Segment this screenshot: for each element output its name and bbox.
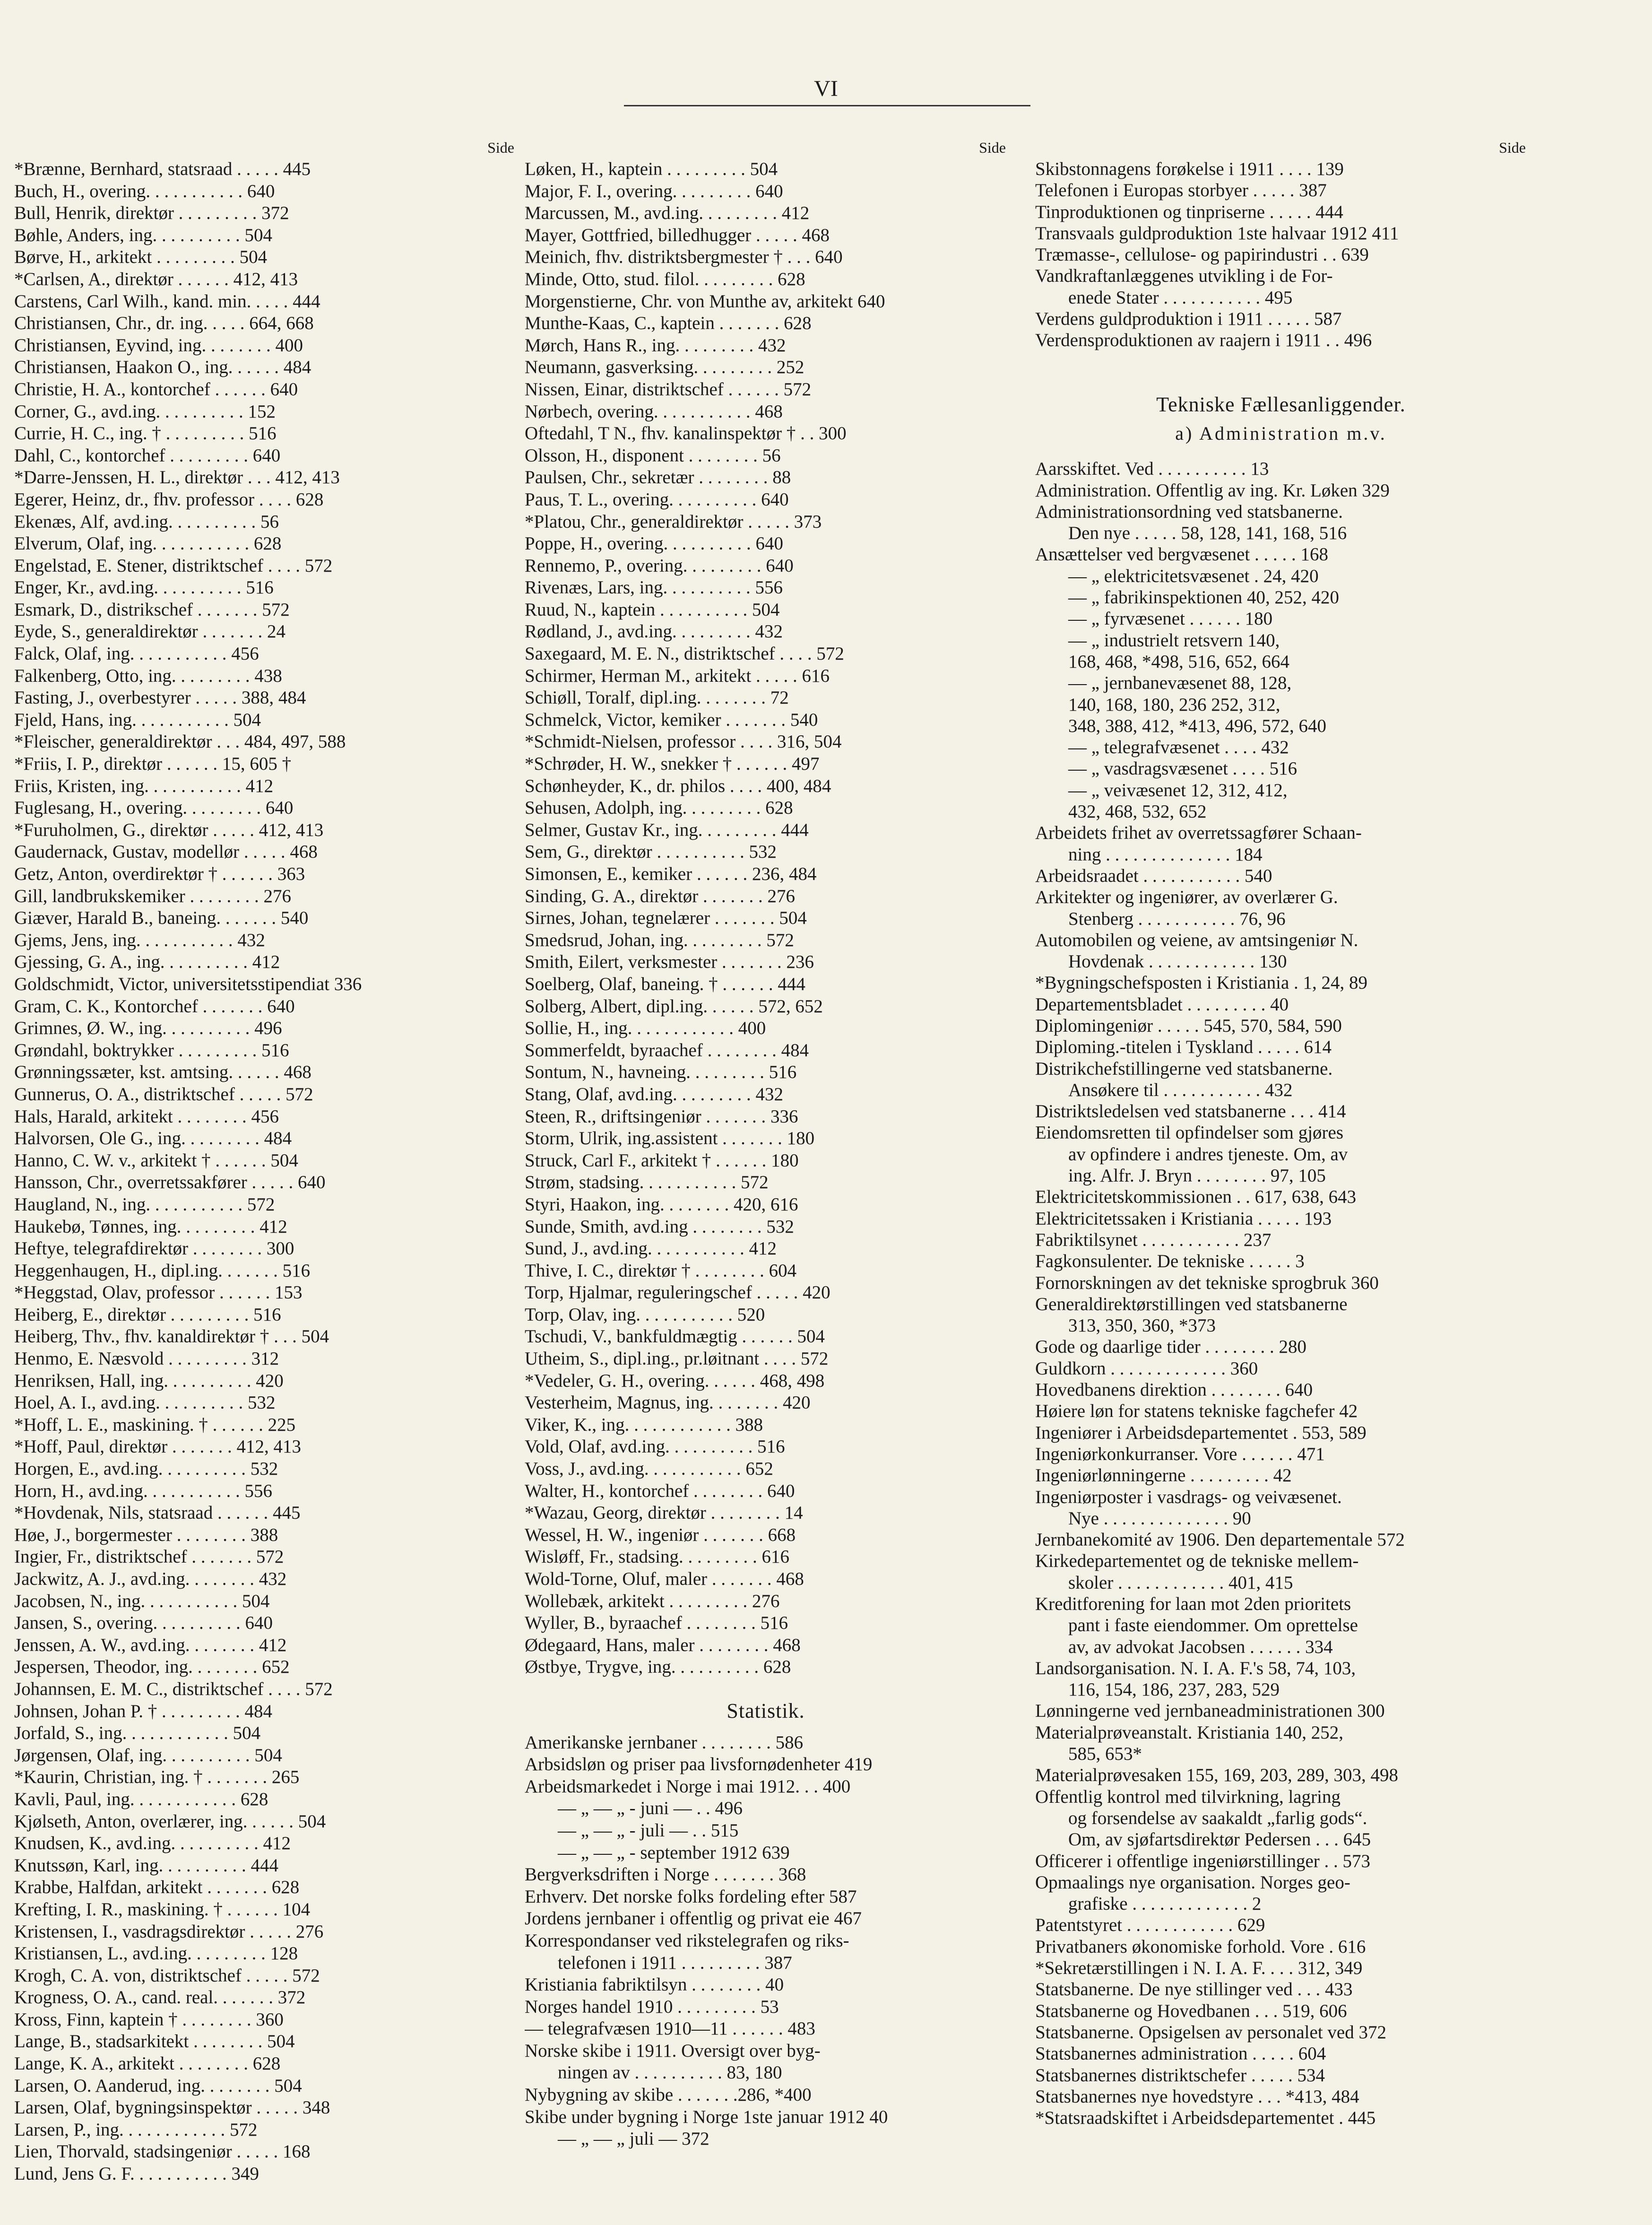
index-entry: Knutssøn, Karl, ing. . . . . . . . . . 444 [14,1855,278,1876]
index-entry: Walter, H., kontorchef . . . . . . . . 640 [525,1480,795,1501]
index-entry: Lien, Thorvald, stadsingeniør . . . . . 168 [14,2141,311,2162]
index-entry: Carstens, Carl Wilh., kand. min. . . . . 444 [14,291,320,312]
index-entry: Mayer, Gottfried, billedhugger . . . . . 468 [525,225,830,245]
index-entry: — „ — „ - juli — . . 515 [558,1820,739,1841]
index-entry: Torp, Hjalmar, reguleringschef . . . . . 420 [525,1282,830,1303]
index-entry: Sinding, G. A., direktør . . . . . . . 276 [525,886,795,906]
index-entry: Paus, T. L., overing. . . . . . . . . . 640 [525,489,789,510]
index-entry: Jernbanekomité av 1906. Den departementale 572 [1035,1530,1405,1550]
index-entry: Nissen, Einar, distriktschef . . . . . . 572 [525,379,812,400]
index-entry: skoler . . . . . . . . . . . . 401, 415 [1068,1572,1293,1593]
index-entry: Ingeniørlønningerne . . . . . . . . . 42 [1035,1465,1292,1486]
index-entry: Henriksen, Hall, ing. . . . . . . . . . 420 [14,1370,284,1391]
index-entry: Kross, Finn, kaptein † . . . . . . . . 360 [14,2009,284,2030]
index-entry: Statsbanernes nye hovedstyre . . . *413, 484 [1035,2086,1359,2107]
index-entry: *Bygningschefsposten i Kristiania . 1, 24, 89 [1035,973,1368,993]
index-entry: Meinich, fhv. distriktsbergmester † . . . 640 [525,247,843,268]
index-entry: Christiansen, Eyvind, ing. . . . . . . . 400 [14,335,303,356]
index-entry: Statsbanernes administration . . . . . 604 [1035,2043,1326,2064]
index-entry: Heggenhaugen, H., dipl.ing. . . . . . . 516 [14,1260,311,1281]
index-entry: Kristensen, I., vasdragsdirektør . . . . . 276 [14,1921,324,1942]
index-entry: *Schmidt-Nielsen, professor . . . . 316, 504 [525,731,842,752]
index-entry: Rivenæs, Lars, ing. . . . . . . . . . 556 [525,577,783,598]
index-entry: Munthe-Kaas, C., kaptein . . . . . . . 628 [525,313,812,334]
index-entry: *Furuholmen, G., direktør . . . . . 412, 413 [14,819,324,840]
index-entry: Wollebæk, arkitekt . . . . . . . . . 276 [525,1591,780,1611]
index-entry: *Platou, Chr., generaldirektør . . . . . 373 [525,511,822,532]
index-entry: Schiøll, Toralf, dipl.ing. . . . . . . . 72 [525,687,789,708]
index-entry: Generaldirektørstillingen ved statsbanerne [1035,1294,1348,1314]
index-entry: Offentlig kontrol med tilvirkning, lagring [1035,1786,1341,1807]
index-entry: Gunnerus, O. A., distriktschef . . . . . 572 [14,1084,313,1104]
header-rule [624,105,1030,106]
index-entry: Ansøkere til . . . . . . . . . . . 432 [1068,1079,1293,1100]
index-entry: Halvorsen, Ole G., ing. . . . . . . . . 484 [14,1128,292,1149]
index-entry: Krogness, O. A., cand. real. . . . . . . 372 [14,1987,306,2008]
index-entry: Landsorganisation. N. I. A. F.'s 58, 74, 103, [1035,1658,1356,1678]
index-entry: Jackwitz, A. J., avd.ing. . . . . . . . 432 [14,1569,287,1589]
index-entry: Statsbanernes distriktschefer . . . . . 534 [1035,2065,1325,2086]
index-entry: Esmark, D., distrikschef . . . . . . . 572 [14,599,290,620]
index-entry: Fagkonsulenter. De tekniske . . . . . 3 [1035,1251,1305,1272]
index-entry: Grønningssæter, kst. amtsing. . . . . . 468 [14,1062,311,1083]
index-entry: Sollie, H., ing. . . . . . . . . . . . 400 [525,1018,766,1039]
index-entry: Poppe, H., overing. . . . . . . . . . 640 [525,533,784,554]
index-entry: Solberg, Albert, dipl.ing. . . . . . 572, 652 [525,996,823,1017]
statistik-list [525,1732,1007,2150]
index-entry: Løken, H., kaptein . . . . . . . . . 504 [525,159,778,179]
index-entry: Sontum, N., havneing. . . . . . . . . 516 [525,1062,797,1083]
index-entry: Simonsen, E., kemiker . . . . . . 236, 484 [525,864,817,884]
index-entry: Johnsen, Johan P. † . . . . . . . . . 484 [14,1701,273,1721]
index-entry: Sehusen, Adolph, ing. . . . . . . . . 628 [525,798,793,818]
index-entry: Enger, Kr., avd.ing. . . . . . . . . . 516 [14,577,274,598]
index-entry: Johannsen, E. M. C., distriktschef . . . . 572 [14,1678,333,1699]
index-entry: Elverum, Olaf, ing. . . . . . . . . . . 628 [14,533,282,554]
index-entry: Struck, Carl F., arkitekt † . . . . . . 180 [525,1150,799,1171]
index-entry: Arbeidets frihet av overretssagfører Schaan- [1035,823,1362,843]
index-entry: — telegrafvæsen 1910—11 . . . . . . 483 [525,2018,815,2039]
section-title-statistik: Statistik. [727,1700,805,1722]
index-entry: Stenberg . . . . . . . . . . . 76, 96 [1068,908,1286,929]
index-entry: Elektricitetskommissionen . . 617, 638, 643 [1035,1187,1357,1208]
index-entry: Sund, J., avd.ing. . . . . . . . . . . 412 [525,1238,777,1259]
index-entry: Guldkorn . . . . . . . . . . . . . 360 [1035,1358,1258,1379]
index-entry: Kreditforening for laan mot 2den prioritets [1035,1594,1351,1614]
index-entry: Skibstonnagens forøkelse i 1911 . . . . 139 [1035,159,1344,179]
index-entry: Storm, Ulrik, ing.assistent . . . . . . . 180 [525,1128,815,1149]
index-entry: Fjeld, Hans, ing. . . . . . . . . . . 504 [14,709,261,730]
index-entry: Goldschmidt, Victor, universitetsstipendiat 336 [14,973,362,994]
index-entry: Knudsen, K., avd.ing. . . . . . . . . . 412 [14,1833,291,1854]
index-entry: ning . . . . . . . . . . . . . . 184 [1068,844,1263,865]
index-entry: 116, 154, 186, 237, 283, 529 [1068,1679,1280,1700]
index-entry: Diploming.-titelen i Tyskland . . . . . 614 [1035,1037,1332,1058]
index-entry: Verdens guldproduktion i 1911 . . . . . 587 [1035,309,1342,330]
index-entry: Eyde, S., generaldirektør . . . . . . . 24 [14,621,286,642]
index-entry: Fasting, J., overbestyrer . . . . . 388, 484 [14,687,306,708]
index-entry: Arbeidsraadet . . . . . . . . . . . 540 [1035,865,1272,886]
index-entry: Opmaalings nye organisation. Norges geo- [1035,1872,1350,1893]
index-entry: Sunde, Smith, avd.ing . . . . . . . . 532 [525,1216,794,1237]
index-entry: Vesterheim, Magnus, ing. . . . . . . . 420 [525,1392,811,1413]
index-entry: Egerer, Heinz, dr., fhv. professor . . . . 628 [14,489,324,510]
side-label: Side [979,139,1006,156]
index-entry: *Brænne, Bernhard, statsraad . . . . . 445 [14,159,311,179]
index-entry: Aarsskiftet. Ved . . . . . . . . . . 13 [1035,459,1269,479]
index-entry: Selmer, Gustav Kr., ing. . . . . . . . . 444 [525,819,809,840]
index-entry: Engelstad, E. Stener, distriktschef . . . . 572 [14,555,333,576]
side-label: Side [487,139,514,156]
index-entry: Saxegaard, M. E. N., distriktschef . . . . 572 [525,643,844,664]
index-entry: Elektricitetssaken i Kristiania . . . . . 193 [1035,1208,1332,1229]
index-entry: *Schrøder, H. W., snekker † . . . . . . 497 [525,754,820,774]
index-entry: Larsen, O. Aanderud, ing. . . . . . . . 504 [14,2075,302,2096]
index-entry: Gjessing, G. A., ing. . . . . . . . . . 412 [14,952,280,973]
index-entry: — „ — „ - juni — . . 496 [558,1798,743,1819]
index-entry: Neumann, gasverksing. . . . . . . . . 252 [525,357,804,378]
index-entry: Sommerfeldt, byraachef . . . . . . . . 484 [525,1040,809,1060]
index-entry: Krefting, I. R., maskining. † . . . . . . 104 [14,1899,311,1920]
index-entry: Fabriktilsynet . . . . . . . . . . . 237 [1035,1229,1271,1250]
index-entry: Statsbanerne. Opsigelsen av personalet ved 372 [1035,2022,1386,2042]
index-entry: ningen av . . . . . . . . . . 83, 180 [558,2062,782,2083]
statistik-continued-list [1035,158,1527,351]
index-entry: Giæver, Harald B., baneing. . . . . . . 540 [14,908,309,929]
index-entry: Hovedbanens direktion . . . . . . . . 640 [1035,1380,1313,1400]
index-entry: Nye . . . . . . . . . . . . . . 90 [1068,1508,1251,1529]
index-entry: Gjems, Jens, ing. . . . . . . . . . . 432 [14,930,265,950]
index-entry: enede Stater . . . . . . . . . . . 495 [1068,287,1293,308]
index-entry: Den nye . . . . . 58, 128, 141, 168, 516 [1068,523,1347,544]
index-entry: *Darre-Jenssen, H. L., direktør . . . 412, 413 [14,467,340,488]
index-entry: Hals, Harald, arkitekt . . . . . . . . 456 [14,1106,279,1127]
index-entry: Kristiansen, L., avd.ing. . . . . . . . . 128 [14,1943,298,1964]
index-entry: Paulsen, Chr., sekretær . . . . . . . . 88 [525,467,791,488]
index-entry: Statsbanerne. De nye stillinger ved . . . 433 [1035,1979,1353,2000]
index-entry: Arkitekter og ingeniører, av overlærer G. [1035,887,1338,908]
index-entry: Skibe under bygning i Norge 1ste januar 1912 40 [525,2106,888,2127]
index-entry: Jespersen, Theodor, ing. . . . . . . . 652 [14,1657,290,1677]
index-entry: Friis, Kristen, ing. . . . . . . . . . . 412 [14,775,274,796]
index-entry: Falkenberg, Otto, ing. . . . . . . . . 438 [14,665,282,686]
index-entry: Schønheyder, K., dr. philos . . . . 400, 484 [525,775,831,796]
index-entry: Fornorskningen av det tekniske sprogbruk 360 [1035,1272,1379,1293]
index-entry: Krabbe, Halfdan, arkitekt . . . . . . . 628 [14,1877,300,1898]
index-entry: og forsendelse av saakaldt „farlig gods“. [1068,1808,1367,1828]
index-entry: Thive, I. C., direktør † . . . . . . . . 604 [525,1260,797,1281]
index-entry: Materialprøvesaken 155, 169, 203, 289, 303, 498 [1035,1765,1398,1786]
index-entry: Statsbanerne og Hovedbanen . . . 519, 606 [1035,2000,1347,2021]
index-entry: Ingier, Fr., distriktschef . . . . . . . 572 [14,1547,284,1567]
index-entry: Christiansen, Chr., dr. ing. . . . . 664, 668 [14,313,314,334]
index-entry: Morgenstierne, Chr. von Munthe av, arkitekt 640 [525,291,885,312]
index-entry: *Statsraadskiftet i Arbeidsdepartementet . 445 [1035,2108,1376,2129]
index-entry: Gram, C. K., Kontorchef . . . . . . . 640 [14,996,295,1017]
index-entry: Gode og daarlige tider . . . . . . . . 280 [1035,1337,1307,1357]
index-entry: Hoel, A. I., avd.ing. . . . . . . . . . 532 [14,1392,276,1413]
index-entry: Ruud, N., kaptein . . . . . . . . . . 504 [525,599,780,620]
index-entry: — „ veivæsenet 12, 312, 412, [1068,780,1288,800]
index-entry: Distrikchefstillingerne ved statsbanerne. [1035,1058,1333,1079]
index-entry: Ingeniørposter i vasdrags- og veivæsenet. [1035,1486,1342,1507]
index-entry: Ekenæs, Alf, avd.ing. . . . . . . . . . 56 [14,511,279,532]
index-entry: Verdensproduktionen av raajern i 1911 . . 496 [1035,330,1372,351]
index-entry: *Wazau, Georg, direktør . . . . . . . . 14 [525,1503,803,1523]
index-entry: Styri, Haakon, ing. . . . . . . . 420, 616 [525,1194,798,1215]
index-entry: Vandkraftanlæggenes utvikling i de For- [1035,266,1333,287]
index-entry: Hanno, C. W. v., arkitekt † . . . . . . 504 [14,1150,298,1171]
index-entry: Kavli, Paul, ing. . . . . . . . . . . . 628 [14,1789,268,1809]
index-entry: Haugland, N., ing. . . . . . . . . . . 572 [14,1194,275,1215]
index-column-2 [525,137,1007,2150]
index-entry: av opfindere i andres tjeneste. Om, av [1068,1144,1348,1165]
index-entry: Materialprøveanstalt. Kristiania 140, 252, [1035,1722,1343,1743]
index-entry: Heiberg, E., direktør . . . . . . . . . 516 [14,1304,281,1325]
index-entry: Krogh, C. A. von, distriktschef . . . . . 572 [14,1965,320,1986]
index-entry: Dahl, C., kontorchef . . . . . . . . . 640 [14,445,281,466]
index-entry: Gaudernack, Gustav, modellør . . . . . 468 [14,842,318,862]
index-entry: Olsson, H., disponent . . . . . . . . 56 [525,445,781,466]
index-entry: Viker, K., ing. . . . . . . . . . . . 388 [525,1414,763,1435]
index-column-3 [1035,137,1527,2129]
index-entry: Distriktsledelsen ved statsbanerne . . . 414 [1035,1101,1346,1122]
index-entry: — „ elektricitetsvæsenet . 24, 420 [1068,565,1319,586]
index-entry: Patentstyret . . . . . . . . . . . . 629 [1035,1915,1265,1936]
index-entry: grafiske . . . . . . . . . . . . . 2 [1068,1894,1262,1914]
index-entry: Børve, H., arkitekt . . . . . . . . . 504 [14,247,268,268]
index-entry: 140, 168, 180, 236 252, 312, [1068,694,1280,715]
index-entry: Rennemo, P., overing. . . . . . . . . 640 [525,555,794,576]
index-entry: Fuglesang, H., overing. . . . . . . . . 640 [14,798,294,818]
index-entry: Strøm, stadsing. . . . . . . . . . . 572 [525,1172,769,1193]
index-entry: Major, F. I., overing. . . . . . . . . 640 [525,181,783,201]
index-entry: Stang, Olaf, avd.ing. . . . . . . . . 432 [525,1084,784,1104]
index-entry: — „ — „ juli — 372 [558,2129,709,2149]
index-entry: Ødegaard, Hans, maler . . . . . . . . 468 [525,1634,801,1655]
index-entry: Østbye, Trygve, ing. . . . . . . . . . 628 [525,1657,791,1677]
index-entry: Om, av sjøfartsdirektør Pedersen . . . 645 [1068,1829,1371,1850]
index-entry: Torp, Olav, ing. . . . . . . . . . . 520 [525,1304,765,1325]
index-entry: *Hoff, Paul, direktør . . . . . . . 412, 413 [14,1436,301,1457]
index-entry: 585, 653* [1068,1744,1142,1764]
index-entry: Kjølseth, Anton, overlærer, ing. . . . . . 504 [14,1811,326,1832]
index-entry: *Hovdenak, Nils, statsraad . . . . . . 445 [14,1503,301,1523]
index-entry: Larsen, Olaf, bygningsinspektør . . . . . 348 [14,2097,330,2118]
index-entry: *Heggstad, Olav, professor . . . . . . 153 [14,1282,303,1303]
index-entry: Smith, Eilert, verksmester . . . . . . . 236 [525,952,814,973]
index-entry: Falck, Olaf, ing. . . . . . . . . . . 456 [14,643,259,664]
index-column-1 [14,137,515,2185]
index-entry: Kristiania fabriktilsyn . . . . . . . . 40 [525,1974,784,1995]
index-entry: Telefonen i Europas storbyer . . . . . 387 [1035,180,1327,201]
name-index-list-1 [14,158,515,2185]
index-entry: 313, 350, 360, *373 [1068,1315,1216,1336]
index-entry: Horn, H., avd.ing. . . . . . . . . . . 556 [14,1480,272,1501]
index-entry: Bøhle, Anders, ing. . . . . . . . . . 504 [14,225,272,245]
index-entry: Rødland, J., avd.ing. . . . . . . . . 432 [525,621,783,642]
index-entry: — „ vasdragsvæsenet . . . . 516 [1068,758,1297,779]
index-entry: Nørbech, overing. . . . . . . . . . . 468 [525,401,783,422]
index-entry: Amerikanske jernbaner . . . . . . . . 586 [525,1732,804,1753]
administration-list [1035,458,1527,2129]
page-number: VI [814,76,838,101]
index-entry: telefonen i 1911 . . . . . . . . . 387 [558,1952,792,1973]
index-entry: Privatbaners økonomiske forhold. Vore . 616 [1035,1936,1366,1957]
index-entry: Gill, landbrukskemiker . . . . . . . . 276 [14,886,292,906]
index-entry: Arbsidsløn og priser paa livsfornødenheter 419 [525,1754,873,1775]
index-entry: Jørgensen, Olaf, ing. . . . . . . . . . 504 [14,1745,282,1765]
index-entry: Administration. Offentlig av ing. Kr. Løken 329 [1035,480,1390,501]
index-entry: Buch, H., overing. . . . . . . . . . . 640 [14,181,275,201]
index-entry: Vold, Olaf, avd.ing. . . . . . . . . . 516 [525,1436,785,1457]
index-entry: *Friis, I. P., direktør . . . . . . 15, 605 † [14,754,292,774]
index-entry: Høiere løn for statens tekniske fagchefer 42 [1035,1401,1358,1422]
index-entry: Ingeniører i Arbeidsdepartementet . 553, 589 [1035,1422,1367,1443]
index-entry: Hovdenak . . . . . . . . . . . . 130 [1068,951,1287,972]
index-entry: Arbeidsmarkedet i Norge i mai 1912. . . 400 [525,1776,851,1797]
index-entry: Jorfald, S., ing. . . . . . . . . . . . 504 [14,1723,261,1744]
index-entry: *Fleischer, generaldirektør . . . 484, 497, 588 [14,731,346,752]
index-entry: Administrationsordning ved statsbanerne. [1035,501,1343,522]
index-entry: — „ — „ - september 1912 639 [558,1842,790,1863]
index-entry: Minde, Otto, stud. filol. . . . . . . . . 628 [525,269,805,289]
index-entry: Wisløff, Fr., stadsing. . . . . . . . . 616 [525,1547,789,1567]
index-entry: — „ fabrikinspektionen 40, 252, 420 [1068,587,1339,608]
index-entry: *Kaurin, Christian, ing. † . . . . . . . 265 [14,1767,300,1788]
index-entry: Korrespondanser ved rikstelegrafen og riks- [525,1930,849,1951]
index-entry: Voss, J., avd.ing. . . . . . . . . . . 652 [525,1459,773,1479]
index-entry: Diplomingeniør . . . . . 545, 570, 584, 590 [1035,1015,1342,1036]
index-entry: Sem, G., direktør . . . . . . . . . . 532 [525,842,777,862]
index-entry: av, av advokat Jacobsen . . . . . . 334 [1068,1636,1333,1657]
index-entry: Departementsbladet . . . . . . . . . 40 [1035,994,1289,1015]
index-entry: Henmo, E. Næsvold . . . . . . . . . 312 [14,1348,279,1369]
index-entry: Hansson, Chr., overretssakfører . . . . . 640 [14,1172,326,1193]
index-entry: Træmasse-, cellulose- og papirindustri . . 639 [1035,244,1369,265]
subsection-title-administration: a) Administration m.v. [1175,422,1387,444]
index-entry: Automobilen og veiene, av amtsingeniør N. [1035,930,1358,950]
index-entry: — „ fyrvæsenet . . . . . . 180 [1068,608,1273,629]
index-entry: Lange, B., stadsarkitekt . . . . . . . . 504 [14,2031,295,2052]
index-entry: Mørch, Hans R., ing. . . . . . . . . 432 [525,335,786,356]
index-entry: Wold-Torne, Oluf, maler . . . . . . . 468 [525,1569,804,1589]
index-entry: 168, 468, *498, 516, 652, 664 [1068,651,1289,672]
index-entry: Horgen, E., avd.ing. . . . . . . . . . 532 [14,1459,278,1479]
index-entry: Jordens jernbaner i offentlig og privat eie 467 [525,1908,862,1929]
index-entry: *Carlsen, A., direktør . . . . . . 412, 413 [14,269,298,289]
name-index-list-2 [525,158,1007,1678]
index-entry: — „ telegrafvæsenet . . . . 432 [1068,737,1289,758]
index-entry: Heiberg, Thv., fhv. kanaldirektør † . . . 504 [14,1326,329,1347]
index-entry: Grimnes, Ø. W., ing. . . . . . . . . . 496 [14,1018,282,1039]
index-entry: Officerer i offentlige ingeniørstillinger . . 573 [1035,1851,1371,1871]
index-entry: Jacobsen, N., ing. . . . . . . . . . . 504 [14,1591,270,1611]
index-entry: Transvaals guldproduktion 1ste halvaar 1912 411 [1035,223,1399,243]
index-entry: Soelberg, Olaf, baneing. † . . . . . . 444 [525,973,805,994]
index-entry: Corner, G., avd.ing. . . . . . . . . . 152 [14,401,276,422]
index-entry: Oftedahl, T N., fhv. kanalinspektør † . . 300 [525,423,847,444]
index-entry: — „ jernbanevæsenet 88, 128, [1068,673,1292,694]
index-entry: Erhverv. Det norske folks fordeling efter 587 [525,1886,857,1907]
index-entry: Lange, K. A., arkitekt . . . . . . . . 628 [14,2053,281,2074]
index-entry: Ansættelser ved bergvæsenet . . . . . 168 [1035,544,1328,565]
index-entry: Marcussen, M., avd.ing. . . . . . . . . 412 [525,203,810,224]
index-entry: Bull, Henrik, direktør . . . . . . . . . 372 [14,203,289,224]
index-entry: — „ industrielt retsvern 140, [1068,630,1280,651]
index-entry: Jansen, S., overing. . . . . . . . . . 640 [14,1613,273,1634]
index-entry: Høe, J., borgermester . . . . . . . . 388 [14,1524,278,1545]
index-entry: *Hoff, L. E., maskining. † . . . . . . 225 [14,1414,296,1435]
index-entry: Haukebø, Tønnes, ing. . . . . . . . . 412 [14,1216,287,1237]
index-entry: Christiansen, Haakon O., ing. . . . . . 484 [14,357,311,378]
index-entry: Christie, H. A., kontorchef . . . . . . 640 [14,379,298,400]
index-entry: Heftye, telegrafdirektør . . . . . . . . 300 [14,1238,294,1259]
section-title-tekniske: Tekniske Fællesanliggender. [1156,393,1406,415]
index-entry: Lønningerne ved jernbaneadministrationen 300 [1035,1701,1385,1721]
index-entry: Schmelck, Victor, kemiker . . . . . . . 540 [525,709,818,730]
index-entry: Currie, H. C., ing. † . . . . . . . . . 516 [14,423,277,444]
index-entry: Smedsrud, Johan, ing. . . . . . . . . 572 [525,930,794,950]
index-entry: Kirkedepartementet og de tekniske mellem- [1035,1551,1359,1572]
index-entry: Tinproduktionen og tinpriserne . . . . . 444 [1035,201,1343,222]
index-entry: Nybygning av skibe . . . . . . .286, *400 [525,2085,812,2105]
index-entry: Schirmer, Herman M., arkitekt . . . . . 616 [525,665,830,686]
index-entry: Eiendomsretten til opfindelser som gjøres [1035,1122,1344,1143]
index-entry: Norske skibe i 1911. Oversigt over byg- [525,2040,821,2061]
index-entry: Wessel, H. W., ingeniør . . . . . . . 668 [525,1524,796,1545]
index-entry: Tschudi, V., bankfuldmægtig . . . . . . 504 [525,1326,825,1347]
index-entry: Ingeniørkonkurranser. Vore . . . . . . 471 [1035,1443,1325,1464]
index-entry: 348, 388, 412, *413, 496, 572, 640 [1068,715,1326,736]
side-label: Side [1499,139,1526,156]
index-entry: Getz, Anton, overdirektør † . . . . . . 363 [14,864,305,884]
index-entry: Utheim, S., dipl.ing., pr.løitnant . . . . 572 [525,1348,829,1369]
index-entry: Norges handel 1910 . . . . . . . . . 53 [525,1996,779,2017]
index-entry: Lund, Jens G. F. . . . . . . . . . . 349 [14,2164,259,2184]
index-entry: Grøndahl, boktrykker . . . . . . . . . 516 [14,1040,289,1060]
index-entry: ing. Alfr. J. Bryn . . . . . . . . 97, 105 [1068,1165,1326,1186]
index-entry: pant i faste eiendommer. Om oprettelse [1068,1615,1358,1636]
index-entry: Steen, R., driftsingeniør . . . . . . . 336 [525,1106,798,1127]
index-entry: 432, 468, 532, 652 [1068,801,1207,822]
index-entry: Bergverksdriften i Norge . . . . . . . 368 [525,1864,806,1885]
index-entry: Wyller, B., byraachef . . . . . . . . 516 [525,1613,788,1634]
index-entry: *Sekretærstillingen i N. I. A. F. . . . 312, 349 [1035,1958,1363,1979]
index-entry: Jenssen, A. W., avd.ing. . . . . . . . 412 [14,1634,287,1655]
index-entry: Sirnes, Johan, tegnelærer . . . . . . . 504 [525,908,807,929]
index-entry: *Vedeler, G. H., overing. . . . . . 468, 498 [525,1370,825,1391]
index-entry: Larsen, P., ing. . . . . . . . . . . . 572 [14,2119,258,2140]
